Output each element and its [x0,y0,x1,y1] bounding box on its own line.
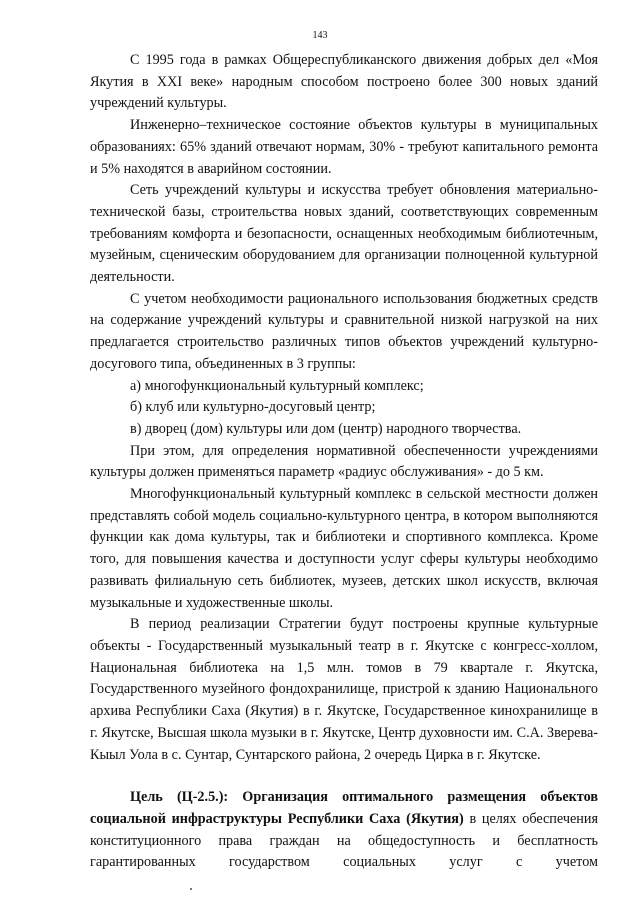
paragraph-multifunctional-complex: Многофункциональный культурный комплекс в сельской местности должен представлять собой модель социально-культурного центра, в котором выполняются функции как дома культуры, так и библиотеки и спортивного комплекса. Кроме того, для повышения качества и доступности услуг сферы культуры необходимо развивать филиальную сеть библиотек, музеев, детских школ искусств, включая музыкальные и художественные школы. [90,486,598,611]
list-item-b: б) клуб или культурно-досуговый центр; [130,399,376,416]
scan-speck [190,888,192,890]
list-item-c: в) дворец (дом) культуры или дом (центр) народного творчества. [130,420,522,437]
document-body [90,50,598,874]
paragraph-budget-groups: С учетом необходимости рационального использования бюджетных средств на содержание учреждений культуры и сравнительной низкой нагрузкой на них предлагается строительство различных типов объектов учреждений культурно-досугового типа, объединенных в 3 группы: [90,290,598,372]
paragraph-major-objects: В период реализации Стратегии будут построены крупные культурные объекты - Государственный музыкальный театр в г. Якутске с конгресс-холлом, Национальная библиотека на 1,5 млн. томов в 79 квартале г. Якутска, Государственного музейного фондохранилище, пристрой к зданию Национального архива Республики Саха (Якутия) в г. Якутске, Государственное кинохранилище в г. Якутске, Высшая школа музыки в г. Якутске, Центр духовности им. С.А. Зверева-Кыыл Уола в с. Сунтар, Сунтарского района, 2 очередь Цирка в г. Якутске. [90,616,598,763]
page-number: 143 [312,30,328,41]
goal-paragraph [90,787,598,874]
goal-text: в целях обеспечения конституционного права граждан на общедоступность и бесплатность гарантированных государством социальных услуг с учетом [90,810,598,871]
paragraph-service-radius: При этом, для определения нормативной обеспеченности учреждениями культуры должен применяться параметр «радиус обслуживания» - до 5 км. [90,442,598,481]
paragraph-construction-1995: С 1995 года в рамках Общереспубликанского движения добрых дел «Моя Якутия в XXI веке» народным способом построено более 300 новых зданий учреждений культуры. [90,52,598,112]
goal-heading: Цель (Ц-2.5.): Организация оптимального размещения объектов социальной инфраструктуры Республики Саха (Якутия) [90,789,598,827]
paragraph-network-renewal: Сеть учреждений культуры и искусства требует обновления материально-технической базы, строительства новых зданий, соответствующих современным требованиям комфорта и безопасности, оснащенных необходимым библиотечным, музейным, сценическим оборудованием для организации полноценной культурной деятельности. [90,182,598,286]
list-item-a: а) многофункциональный культурный комплекс; [130,377,424,394]
paragraph-technical-state: Инженерно–техническое состояние объектов культуры в муниципальных образованиях: 65% зданий отвечают нормам, 30% - требуют капитального ремонта и 5% находятся в аварийном состоянии. [90,117,598,177]
